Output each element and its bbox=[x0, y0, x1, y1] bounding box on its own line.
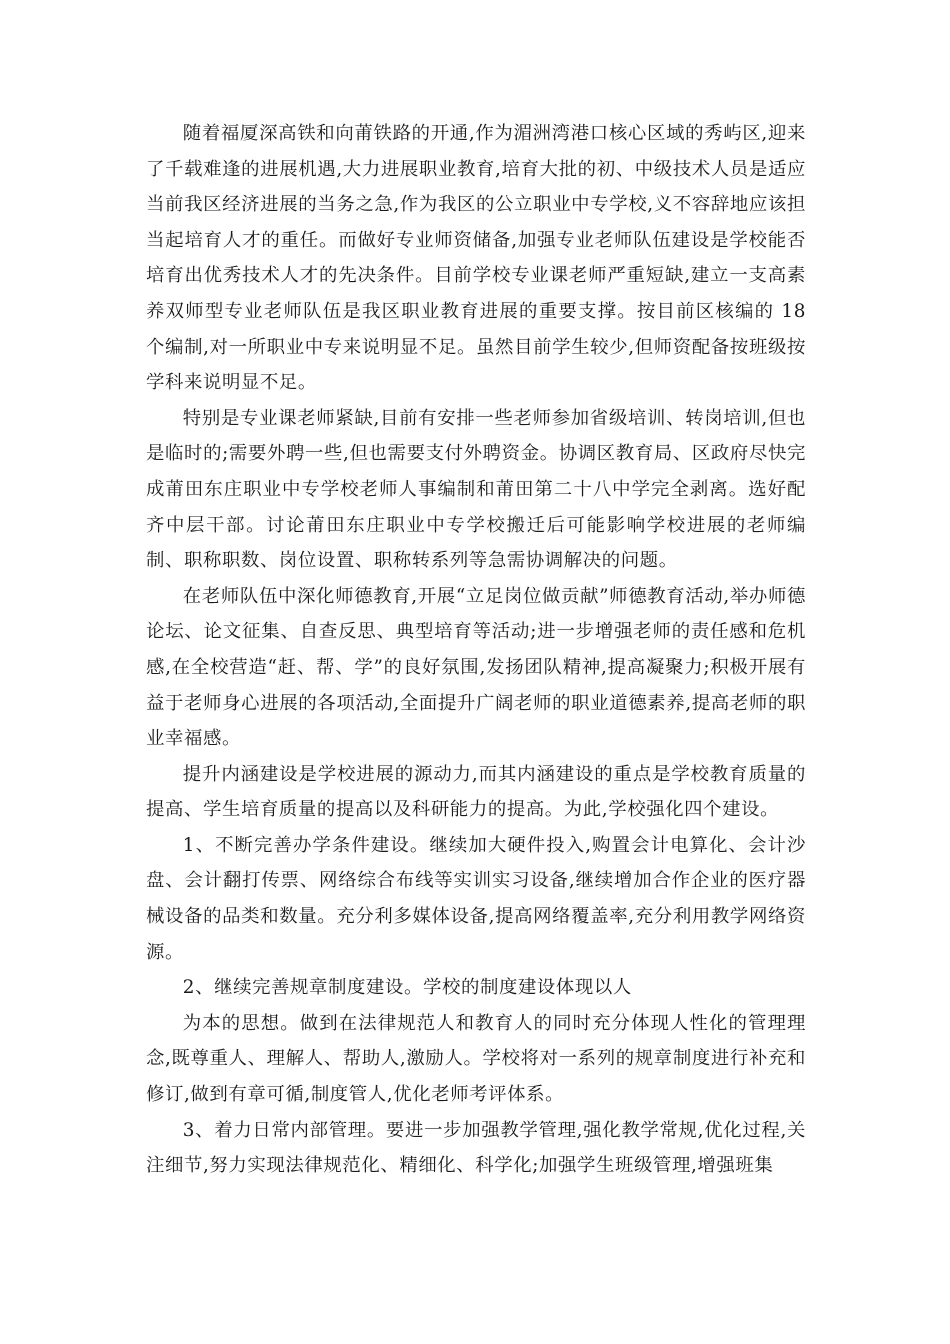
paragraph-4: 提升内涵建设是学校进展的源动力,而其内涵建设的重点是学校教育质量的提高、学生培育质量的提高以及科研能力的提高。为此,学校强化四个建设。 bbox=[146, 763, 806, 821]
paragraph-7: 为本的思想。做到在法律规范人和教育人的同时充分体现人性化的管理理念,既尊重人、理解人、帮助人,激励人。学校将对一系列的规章制度进行补充和修订,做到有章可循,制度管人,优化老师考评体系。 bbox=[146, 1012, 806, 1106]
paragraph-8: 3、着力日常内部管理。要进一步加强教学管理,强化教学常规,优化过程,关注细节,努力实现法律规范化、精细化、科学化;加强学生班级管理,增强班集 bbox=[146, 1119, 806, 1177]
paragraph-6: 2、继续完善规章制度建设。学校的制度建设体现以人 bbox=[182, 977, 632, 999]
document-body bbox=[146, 116, 806, 1184]
paragraph-3: 在老师队伍中深化师德教育,开展“立足岗位做贡献”师德教育活动,举办师德论坛、论文征集、自查反思、典型培育等活动;进一步增强老师的责任感和危机感,在全校营造“赶、帮、学”的良好氛围,发扬团队精神,提高凝聚力;积极开展有益于老师身心进展的各项活动,全面提升广阔老师的职业道德素养,提高老师的职业幸福感。 bbox=[146, 585, 806, 750]
paragraph-1: 随着福厦深高铁和向莆铁路的开通,作为湄洲湾港口核心区域的秀屿区,迎来了千载难逢的进展机遇,大力进展职业教育,培育大批的初、中级技术人员是适应当前我区经济进展的当务之急,作为我区的公立职业中专学校,义不容辞地应该担当起培育人才的重任。而做好专业师资储备,加强专业老师队伍建设是学校能否培育出优秀技术人才的先决条件。目前学校专业课老师严重短缺,建立一支高素养双师型专业老师队伍是我区职业教育进展的重要支撑。按目前区核编的 18 个编制,对一所职业中专来说明显不足。虽然目前学生较少,但师资配备按班级按学科来说明显不足。 bbox=[146, 123, 806, 394]
paragraph-2: 特别是专业课老师紧缺,目前有安排一些老师参加省级培训、转岗培训,但也是临时的;需要外聘一些,但也需要支付外聘资金。协调区教育局、区政府尽快完成莆田东庄职业中专学校老师人事编制和莆田第二十八中学完全剥离。选好配齐中层干部。讨论莆田东庄职业中专学校搬迁后可能影响学校进展的老师编制、职称职数、岗位设置、职称转系列等急需协调解决的问题。 bbox=[146, 407, 806, 572]
paragraph-5: 1、不断完善办学条件建设。继续加大硬件投入,购置会计电算化、会计沙盘、会计翻打传票、网络综合布线等实训实习设备,继续增加合作企业的医疗器械设备的品类和数量。充分利多媒体设备,提高网络覆盖率,充分利用教学网络资源。 bbox=[146, 834, 806, 963]
